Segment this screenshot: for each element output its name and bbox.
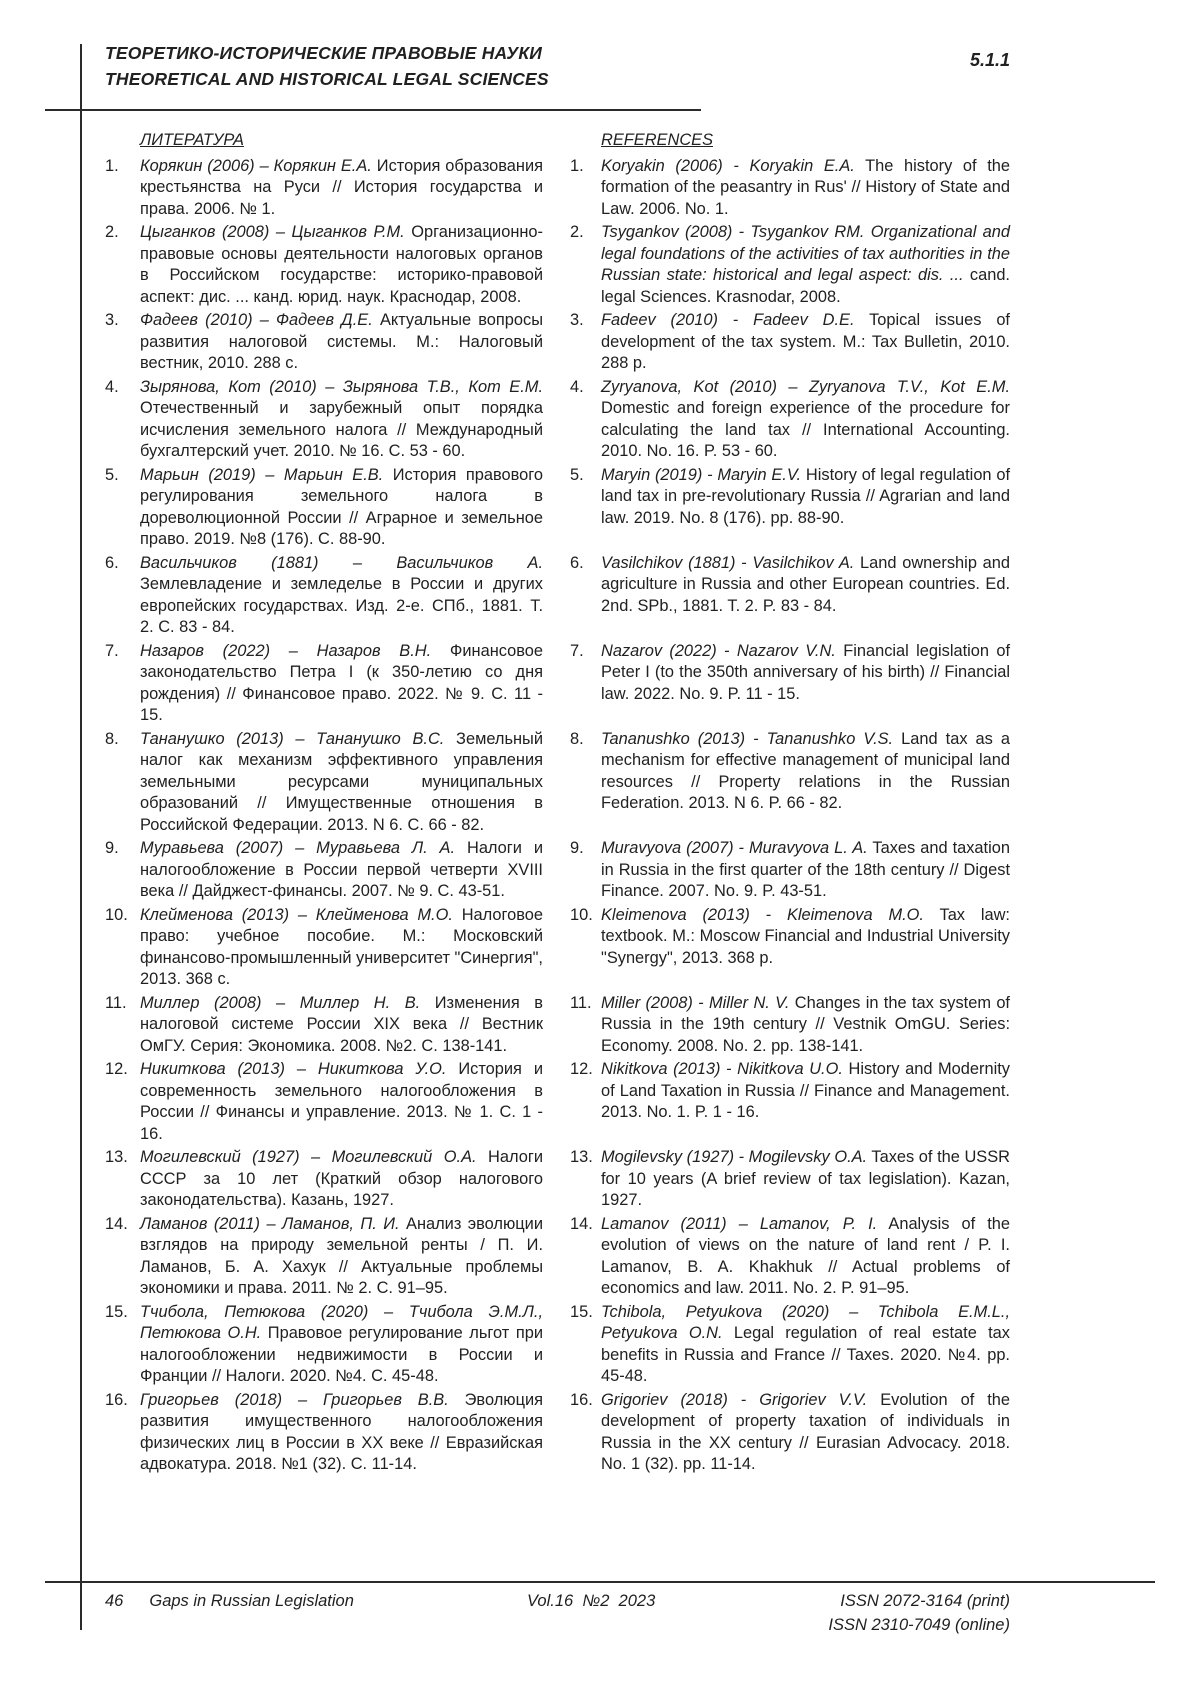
bibliography-row: [105, 1390, 1010, 1476]
bibliography-row: [105, 156, 1010, 221]
entry-number: 6.: [105, 553, 119, 572]
literature-entry: [105, 1147, 543, 1212]
entry-citation-key: Никиткова (2013) – Никиткова У.О.: [140, 1060, 447, 1078]
entry-citation-text: История и современность земельного налогообложения в России // Финансы и управление. 2013. № 1. С. 1 - 16.: [140, 1060, 544, 1143]
entry-citation-key: Miller (2008) - Miller N. V.: [601, 993, 790, 1012]
issn-online: ISSN 2310-7049 (online): [828, 1616, 1010, 1634]
entry-number: 3.: [105, 311, 119, 329]
entry-citation-key: Kleimenova (2013) - Kleimenova M.O.: [601, 905, 924, 924]
literature-entry: [105, 1302, 543, 1388]
entry-number: 15.: [570, 1302, 593, 1321]
journal-name: Gaps in Russian Legislation: [149, 1592, 354, 1610]
literature-heading: ЛИТЕРАТУРА: [140, 131, 244, 149]
volume-issue: Vol.16 №2 2023: [527, 1592, 656, 1610]
entry-number: 9.: [570, 839, 584, 857]
entry-citation-key: Vasilchikov (1881) - Vasilchikov A.: [601, 553, 855, 572]
literature-entry: [105, 156, 543, 221]
entry-number: 4.: [570, 377, 584, 396]
reference-entry: [570, 156, 1010, 221]
entry-citation-text: История правового регулирования земельного налога в дореволюционной России // Аграрное и земельное право. 2019. №8 (176). С. 88-90.: [140, 465, 543, 548]
entry-citation-key: Koryakin (2006) - Koryakin E.A.: [601, 156, 855, 175]
entry-citation-text: The history of the formation of the peasantry in Rus' // History of State and Law. 2006. No. 1.: [601, 156, 1010, 218]
margin-rule-vertical: [80, 44, 82, 1630]
reference-entry: [570, 310, 1010, 375]
literature-entry: [105, 1390, 543, 1476]
entry-number: 10.: [105, 905, 128, 924]
reference-entry: [570, 905, 1010, 970]
references-heading: REFERENCES: [601, 131, 714, 149]
entry-citation-text: Land ownership and agriculture in Russia and other European countries. Ed. 2nd. SPb., 1881. T. 2. P. 83 - 84.: [601, 553, 1010, 615]
entry-number: 5.: [570, 465, 584, 484]
entry-number: 8.: [105, 729, 119, 748]
entry-citation-text: Актуальные вопросы развития налоговой системы. М.: Налоговый вестник, 2010. 288 с.: [140, 311, 544, 372]
entry-citation-text: History of legal regulation of land tax in pre-revolutionary Russia // Agrarian and land law. 2019. No. 8 (176). pp. 88-90.: [601, 465, 1011, 527]
literature-entry: [105, 1214, 543, 1300]
entry-number: 3.: [570, 311, 584, 329]
entry-number: 13.: [105, 1148, 128, 1166]
entry-citation-key: Grigoriev (2018) - Grigoriev V.V.: [601, 1390, 868, 1409]
entry-citation-text: Financial legislation of Peter I (to the 350th anniversary of his birth) // Financial law. 2022. No. 9. P. 11 - 15.: [601, 641, 1010, 703]
entry-citation-key: Тананушко (2013) – Тананушко В.С.: [140, 729, 445, 748]
reference-entry: [570, 838, 1010, 903]
entry-citation-text: Налоги СССР за 10 лет (Краткий обзор налогового законодательства). Казань, 1927.: [140, 1148, 543, 1209]
entry-number: 7.: [570, 641, 584, 660]
reference-entry: [570, 222, 1010, 308]
reference-entry: [570, 377, 1010, 463]
entry-citation-key: Lamanov (2011) – Lamanov, P. I.: [601, 1214, 878, 1233]
page-header: [105, 40, 1010, 92]
footer-left-group: [105, 1589, 354, 1613]
entry-citation-key: Tananushko (2013) - Tananushko V.S.: [601, 729, 894, 748]
entry-citation-key: Mogilevsky (1927) - Mogilevsky O.A.: [601, 1148, 868, 1166]
literature-entry: [105, 1059, 543, 1145]
bibliography-row: [105, 553, 1010, 639]
references-heading-cell: [570, 130, 1010, 152]
bibliography-row: [105, 1302, 1010, 1388]
entry-number: 4.: [105, 377, 119, 396]
entry-citation-key: Григорьев (2018) – Григорьев В.В.: [140, 1390, 449, 1409]
issn-block: [828, 1589, 1010, 1637]
bibliography-row: [105, 729, 1010, 837]
entry-citation-text: Анализ эволюции взглядов на природу земельной ренты / П. И. Ламанов, Б. А. Хахук // Актуальные проблемы экономики и права. 2011. № 2. С. 91–95.: [140, 1214, 543, 1297]
running-head-english: THEORETICAL AND HISTORICAL LEGAL SCIENCES: [105, 69, 549, 89]
reference-entry: [570, 1059, 1010, 1124]
entry-citation-key: Муравьева (2007) – Муравьева Л. А.: [140, 839, 456, 857]
entry-number: 2.: [105, 223, 119, 241]
literature-entry: [105, 465, 543, 551]
entry-citation-text: cand. legal Sciences. Krasnodar, 2008.: [601, 266, 1010, 306]
entry-number: 12.: [570, 1060, 593, 1078]
bibliography-row: [105, 993, 1010, 1058]
entry-citation-key: Миллер (2008) – Миллер Н. В.: [140, 993, 421, 1012]
entry-citation-text: Legal regulation of real estate tax benefits in Russia and France // Taxes. 2020. №4. pp. 45-48.: [601, 1324, 1010, 1385]
entry-citation-text: Землевладение и земледелье в России и других европейских государствах. Изд. 2-е. СПб., 1881. Т. 2. С. 83 - 84.: [140, 575, 543, 636]
bibliography-row: [105, 1147, 1010, 1212]
literature-entry: [105, 905, 543, 991]
entry-citation-key: Марьин (2019) – Марьин Е.В.: [140, 465, 384, 484]
entry-citation-text: Domestic and foreign experience of the procedure for calculating the land tax // International Accounting. 2010. No. 16. P. 53 - 60.: [601, 399, 1010, 460]
entry-number: 9.: [105, 839, 119, 857]
entry-number: 14.: [570, 1214, 593, 1233]
reference-entry: [570, 641, 1010, 706]
entry-number: 1.: [570, 156, 584, 175]
reference-entry: [570, 553, 1010, 618]
entry-citation-key: Fadeev (2010) - Fadeev D.E.: [601, 311, 855, 329]
literature-entry: [105, 641, 543, 727]
reference-entry: [570, 1214, 1010, 1300]
entry-citation-text: Отечественный и зарубежный опыт порядка исчисления земельного налога // Международный бухгалтерский учет. 2010. № 16. С. 53 - 60.: [140, 399, 543, 460]
entry-citation-text: Налоговое право: учебное пособие. М.: Московский финансово-промышленный университет "Синергия", 2013. 368 с.: [140, 905, 543, 988]
entry-number: 6.: [570, 553, 584, 572]
entry-citation-key: Фадеев (2010) – Фадеев Д.Е.: [140, 311, 373, 329]
entry-number: 12.: [105, 1060, 128, 1078]
bibliography-row: [105, 1214, 1010, 1300]
specialty-code: 5.1.1: [969, 50, 1010, 70]
running-head-russian: ТЕОРЕТИКО-ИСТОРИЧЕСКИЕ ПРАВОВЫЕ НАУКИ: [105, 43, 543, 63]
bibliography-row: [105, 641, 1010, 727]
entry-citation-text: Организационно-правовые основы деятельности налоговых органов в Российском государстве: историко-правовой аспект: дис. ... канд. юрид. наук. Краснодар, 2008.: [140, 223, 543, 306]
reference-entry: [570, 1147, 1010, 1212]
entry-citation-text: Taxes of the USSR for 10 years (A brief review of tax legislation). Kazan, 1927.: [601, 1148, 1010, 1209]
entry-number: 11.: [570, 993, 592, 1012]
literature-heading-cell: [105, 130, 543, 152]
entry-citation-key: Зырянова, Кот (2010) – Зырянова Т.В., Кот Е.М.: [140, 377, 543, 396]
bibliography-row: [105, 310, 1010, 375]
entry-citation-text: Analysis of the evolution of views on the nature of land rent / P. I. Lamanov, B. A. Khakhuk // Actual problems of economics and law. 2011. No. 2. P. 91–95.: [601, 1214, 1010, 1297]
entry-number: 7.: [105, 641, 119, 660]
entry-number: 1.: [105, 156, 119, 175]
bibliography-row: [105, 465, 1010, 551]
bibliography-row: [105, 905, 1010, 991]
entry-citation-key: Maryin (2019) - Maryin E.V.: [601, 465, 802, 484]
entry-number: 5.: [105, 465, 119, 484]
reference-entry: [570, 729, 1010, 815]
entry-citation-key: Могилевский (1927) – Могилевский О.А.: [140, 1148, 477, 1166]
reference-entry: [570, 465, 1010, 530]
bibliography-section: [105, 130, 1010, 1478]
entry-citation-text: Evolution of the development of property taxation of individuals in Russia in the XX century // Eurasian Advocacy. 2018. No. 1 (32). pp. 11-14.: [601, 1390, 1010, 1473]
entry-citation-text: History and Modernity of Land Taxation in Russia // Finance and Management. 2013. No. 1. P. 1 - 16.: [601, 1060, 1010, 1121]
entry-number: 14.: [105, 1214, 128, 1233]
entry-citation-key: Tchibola, Petyukova (2020) – Tchibola E.M.L., Petyukova O.N.: [601, 1302, 1010, 1342]
literature-entry: [105, 310, 543, 375]
bibliography-rows: [105, 156, 1010, 1476]
entry-citation-key: Цыганков (2008) – Цыганков Р.М.: [140, 223, 405, 241]
reference-entry: [570, 1390, 1010, 1476]
entry-citation-text: Changes in the tax system of Russia in the 19th century // Vestnik OmGU. Series: Economy. 2008. No. 2. pp. 138-141.: [601, 993, 1010, 1055]
entry-citation-key: Nikitkova (2013) - Nikitkova U.O.: [601, 1060, 843, 1078]
bibliography-row: [105, 222, 1010, 308]
entry-citation-key: Nazarov (2022) - Nazarov V.N.: [601, 641, 836, 660]
entry-citation-text: Налоги и налогообложение в России первой четверти XVIII века // Дайджест-финансы. 2007. № 9. С. 43-51.: [140, 839, 543, 900]
footer-rule: [45, 1581, 1155, 1583]
entry-citation-key: Тчибола, Петюкова (2020) – Тчибола Э.М.Л., Петюкова О.Н.: [140, 1302, 543, 1342]
entry-number: 15.: [105, 1302, 128, 1321]
entry-citation-key: Клейменова (2013) – Клейменова М.О.: [140, 905, 453, 924]
entry-citation-text: Изменения в налоговой системе России XIX века // Вестник ОмГУ. Серия: Экономика. 2008. №2. С. 138-141.: [140, 993, 543, 1055]
entry-citation-text: Land tax as a mechanism for effective management of municipal land resources // Property relations in the Russian Federation. 2013. N 6. P. 66 - 82.: [601, 729, 1010, 812]
header-rule: [45, 109, 701, 111]
entry-citation-key: Zyryanova, Kot (2010) – Zyryanova T.V., Kot E.M.: [601, 377, 1010, 396]
entry-citation-key: Корякин (2006) – Корякин Е.А.: [140, 156, 372, 175]
entry-citation-text: Финансовое законодательство Петра I (к 350-летию со дня рождения) // Финансовое право. 2022. № 9. С. 11 - 15.: [140, 641, 543, 724]
entry-citation-key: Васильчиков (1881) – Васильчиков А.: [140, 553, 543, 572]
entry-citation-key: Назаров (2022) – Назаров В.Н.: [140, 641, 432, 660]
entry-citation-key: Muravyova (2007) - Muravyova L. A.: [601, 839, 868, 857]
literature-entry: [105, 729, 543, 837]
literature-entry: [105, 838, 543, 903]
issn-print: ISSN 2072-3164 (print): [840, 1592, 1010, 1610]
entry-number: 8.: [570, 729, 584, 748]
entry-number: 11.: [105, 993, 127, 1012]
entry-citation-text: Правовое регулирование льгот при налогообложении недвижимости в России и Франции // Налоги. 2020. №4. С. 45-48.: [140, 1324, 543, 1385]
entry-number: 16.: [105, 1390, 128, 1409]
bibliography-row: [105, 377, 1010, 463]
entry-number: 10.: [570, 905, 593, 924]
page-footer: [105, 1589, 1010, 1637]
literature-entry: [105, 377, 543, 463]
entry-citation-text: Эволюция развития имущественного налогообложения физических лиц в России в ХХ веке // Евразийская адвокатура. 2018. №1 (32). С. 11-14.: [140, 1390, 543, 1473]
bibliography-row: [105, 1059, 1010, 1145]
entry-number: 13.: [570, 1148, 593, 1166]
entry-citation-text: Taxes and taxation in Russia in the first quarter of the 18th century // Digest Finance. 2007. No. 9. P. 43-51.: [601, 839, 1010, 900]
reference-entry: [570, 1302, 1010, 1388]
entry-citation-key: Tsygankov (2008) - Tsygankov RM. Organizational and legal foundations of the activities of tax authorities in the Russian state: historical and legal aspect: dis. ...: [601, 223, 1010, 284]
literature-entry: [105, 553, 543, 639]
entry-number: 16.: [570, 1390, 593, 1409]
literature-entry: [105, 993, 543, 1058]
column-headings-row: [105, 130, 1010, 152]
entry-citation-text: Tax law: textbook. M.: Moscow Financial and Industrial University "Synergy", 2013. 368 p.: [601, 905, 1010, 967]
bibliography-row: [105, 838, 1010, 903]
entry-citation-text: Земельный налог как механизм эффективного управления земельными ресурсами муниципальных образований // Имущественные отношения в Российской Федерации. 2013. N 6. С. 66 - 82.: [140, 729, 543, 834]
page-number: 46: [105, 1592, 124, 1610]
entry-number: 2.: [570, 223, 584, 241]
entry-citation-text: Topical issues of development of the tax system. M.: Tax Bulletin, 2010. 288 p.: [601, 311, 1010, 372]
entry-citation-text: История образования крестьянства на Руси // История государства и права. 2006. № 1.: [140, 156, 544, 218]
reference-entry: [570, 993, 1010, 1058]
entry-citation-key: Ламанов (2011) – Ламанов, П. И.: [140, 1214, 400, 1233]
literature-entry: [105, 222, 543, 308]
